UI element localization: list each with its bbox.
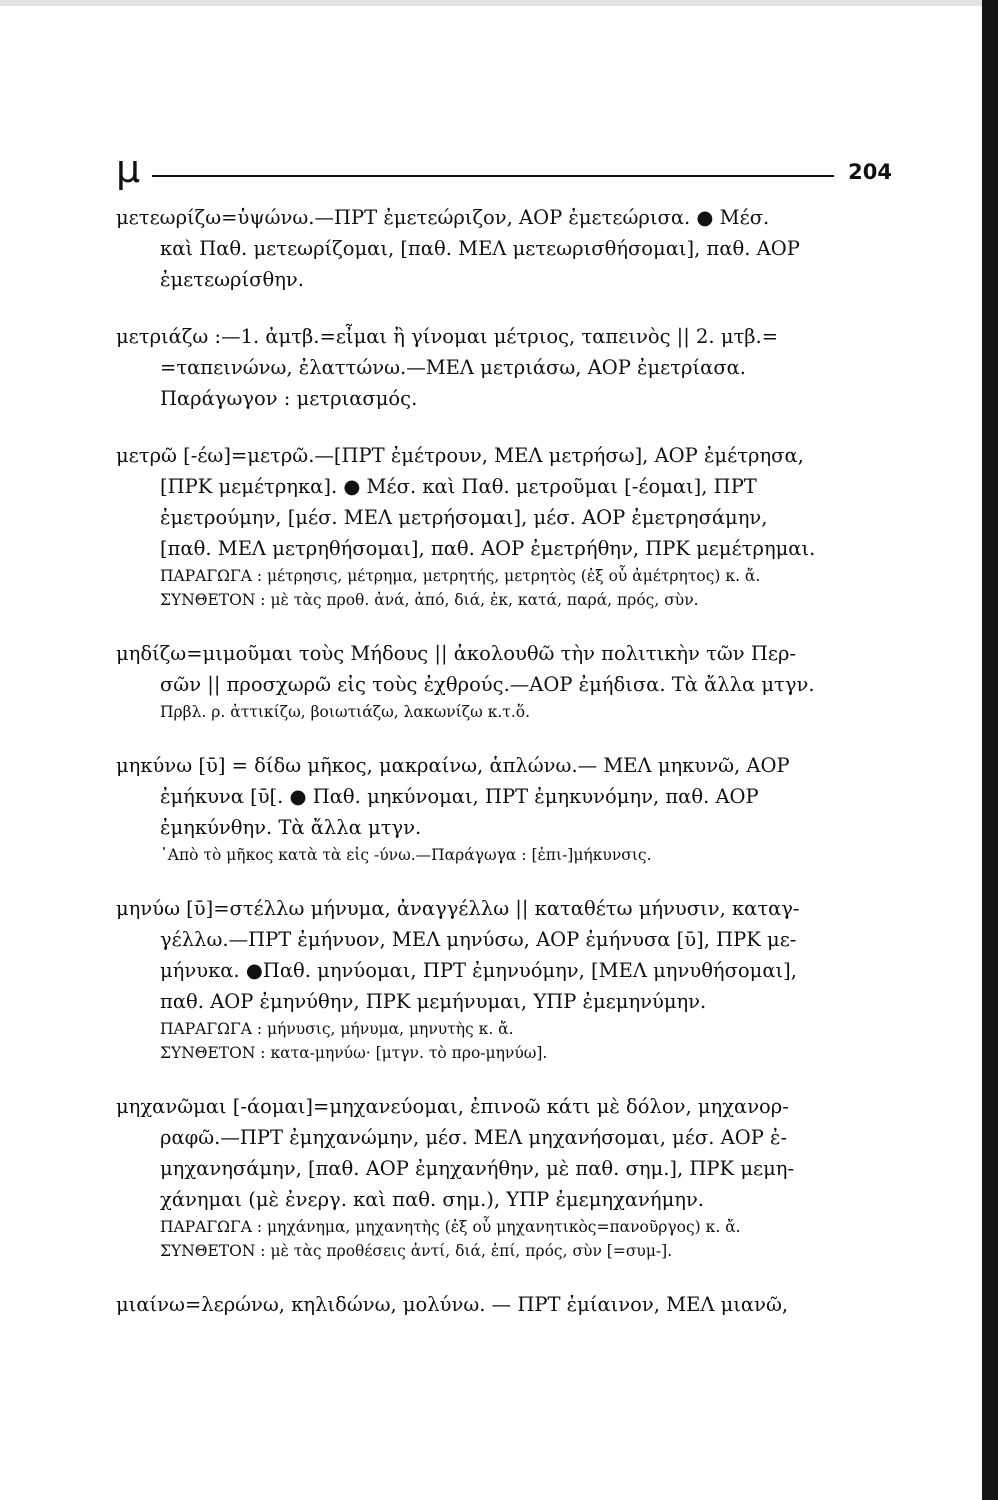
entry-line: γέλλω.—ΠΡΤ ἐμήνυον, ΜΕΛ μηνύσω, ΑΟΡ ἐμήνυσα [ῡ], ΠΡΚ με- [160, 928, 797, 951]
entry-metriazo [116, 321, 892, 414]
entry-note: ᾿Απὸ τὸ μῆκος κατὰ τὰ εἰς -ύνω.—Παράγωγα : [ἐπι-]μήκυνσις. [160, 846, 652, 864]
entry-line: μετεωρίζω=ὑψώνω.—ΠΡΤ ἐμετεώριζον, ΑΟΡ ἐμετεώρισα. ● Μέσ. [116, 206, 770, 229]
entry-mechanomai [116, 1091, 892, 1263]
entry-menyo [116, 893, 892, 1065]
entry-line: παθ. ΑΟΡ ἐμηνύθην, ΠΡΚ μεμήνυμαι, ΥΠΡ ἐμεμηνύμην. [160, 990, 707, 1013]
entry-note: ΣΥΝΘΕΤΟΝ : μὲ τὰς προθ. ἀνά, ἀπό, διά, ἐκ, κατά, παρά, πρός, σὺν. [160, 591, 699, 609]
entry-line: σῶν || προσχωρῶ εἰς τοὺς ἐχθρούς.—ΑΟΡ ἐμήδισα. Τὰ ἄλλα μτγν. [160, 673, 815, 696]
scan-top-shadow [0, 0, 998, 6]
entry-line: μηδίζω=μιμοῦμαι τοὺς Μήδους || ἀκολουθῶ τὴν πολιτικὴν τῶν Περ- [116, 642, 796, 665]
entry-line: [ΠΡΚ μεμέτρηκα]. ● Μέσ. καὶ Παθ. μετροῦμαι [-έομαι], ΠΡΤ [160, 475, 757, 498]
section-letter: μ [116, 147, 141, 191]
entry-line: ἐμηκύνθην. Τὰ ἄλλα μτγν. [160, 816, 422, 839]
page-number: 204 [848, 160, 892, 184]
entry-note: Πρβλ. ρ. ἀττικίζω, βοιωτιάζω, λακωνίζω κ.τ.ὅ. [160, 703, 531, 721]
entry-line: =ταπεινώνω, ἐλαττώνω.—ΜΕΛ μετριάσω, ΑΟΡ ἐμετρίασα. [160, 356, 746, 379]
entry-line: μιαίνω=λερώνω, κηλιδώνω, μολύνω. — ΠΡΤ ἐμίαινον, ΜΕΛ μιανῶ, [116, 1293, 789, 1316]
entry-miaino [116, 1289, 892, 1320]
entry-line: μηνύω [ῡ]=στέλλω μήνυμα, ἀναγγέλλω || καταθέτω μήνυσιν, καταγ- [116, 897, 800, 920]
entry-medizo [116, 638, 892, 724]
entry-line: χάνημαι (μὲ ἐνεργ. καὶ παθ. σημ.), ΥΠΡ ἐμεμηχανήμην. [160, 1188, 705, 1211]
entry-line: ἐμετρούμην, [μέσ. ΜΕΛ μετρήσομαι], μέσ. ΑΟΡ ἐμετρησάμην, [160, 506, 768, 529]
entry-line: μήνυκα. ●Παθ. μηνύομαι, ΠΡΤ ἐμηνυόμην, [ΜΕΛ μηνυθήσομαι], [160, 959, 797, 982]
entry-mekyno [116, 750, 892, 867]
entry-line: μετρῶ [-έω]=μετρῶ.—[ΠΡΤ ἐμέτρουν, ΜΕΛ μετρήσω], ΑΟΡ ἐμέτρησα, [116, 444, 804, 467]
entry-line: μηκύνω [ῡ] = δίδω μῆκος, μακραίνω, ἁπλώνω.— ΜΕΛ μηκυνῶ, ΑΟΡ [116, 754, 790, 777]
entry-note: ΠΑΡΑΓΩΓΑ : μήνυσις, μήνυμα, μηνυτὴς κ. ἄ. [160, 1020, 514, 1038]
entry-metro [116, 440, 892, 612]
entry-line: ραφῶ.—ΠΡΤ ἐμηχανώμην, μέσ. ΜΕΛ μηχανήσομαι, μέσ. ΑΟΡ ἐ- [160, 1126, 788, 1149]
entry-line: Παράγωγον : μετριασμός. [160, 387, 418, 410]
entry-line: μετριάζω :—1. ἀμτβ.=εἶμαι ἢ γίνομαι μέτριος, ταπεινὸς || 2. μτβ.= [116, 325, 779, 348]
entry-line: [παθ. ΜΕΛ μετρηθήσομαι], παθ. ΑΟΡ ἐμετρήθην, ΠΡΚ μεμέτρημαι. [160, 537, 816, 560]
header-rule [152, 175, 834, 177]
page-header [116, 147, 892, 192]
entry-note: ΣΥΝΘΕΤΟΝ : μὲ τὰς προθέσεις ἀντί, διά, ἐπί, πρός, σὺν [=συμ-]. [160, 1242, 673, 1260]
entry-line: καὶ Παθ. μετεωρίζομαι, [παθ. ΜΕΛ μετεωρισθήσομαι], παθ. ΑΟΡ [160, 237, 800, 260]
scan-right-border [982, 0, 998, 1500]
entry-line: ἐμετεωρίσθην. [160, 268, 304, 291]
entry-line: μηχανησάμην, [παθ. ΑΟΡ ἐμηχανήθην, μὲ παθ. σημ.], ΠΡΚ μεμη- [160, 1157, 795, 1180]
entry-note: ΠΑΡΑΓΩΓΑ : μηχάνημα, μηχανητὴς (ἐξ οὗ μηχανητικὸς=πανοῦργος) κ. ἄ. [160, 1218, 741, 1236]
entry-note: ΠΑΡΑΓΩΓΑ : μέτρησις, μέτρημα, μετρητής, μετρητὸς (ἐξ οὗ ἀμέτρητος) κ. ἄ. [160, 567, 761, 585]
entry-meteorizo [116, 202, 892, 295]
dictionary-page [116, 147, 892, 1320]
entry-line: ἐμήκυνα [ῡ[. ● Παθ. μηκύνομαι, ΠΡΤ ἐμηκυνόμην, παθ. ΑΟΡ [160, 785, 759, 808]
entry-line: μηχανῶμαι [-άομαι]=μηχανεύομαι, ἐπινοῶ κάτι μὲ δόλον, μηχανορ- [116, 1095, 789, 1118]
entry-note: ΣΥΝΘΕΤΟΝ : κατα-μηνύω· [μτγν. τὸ προ-μηνύω]. [160, 1044, 548, 1062]
